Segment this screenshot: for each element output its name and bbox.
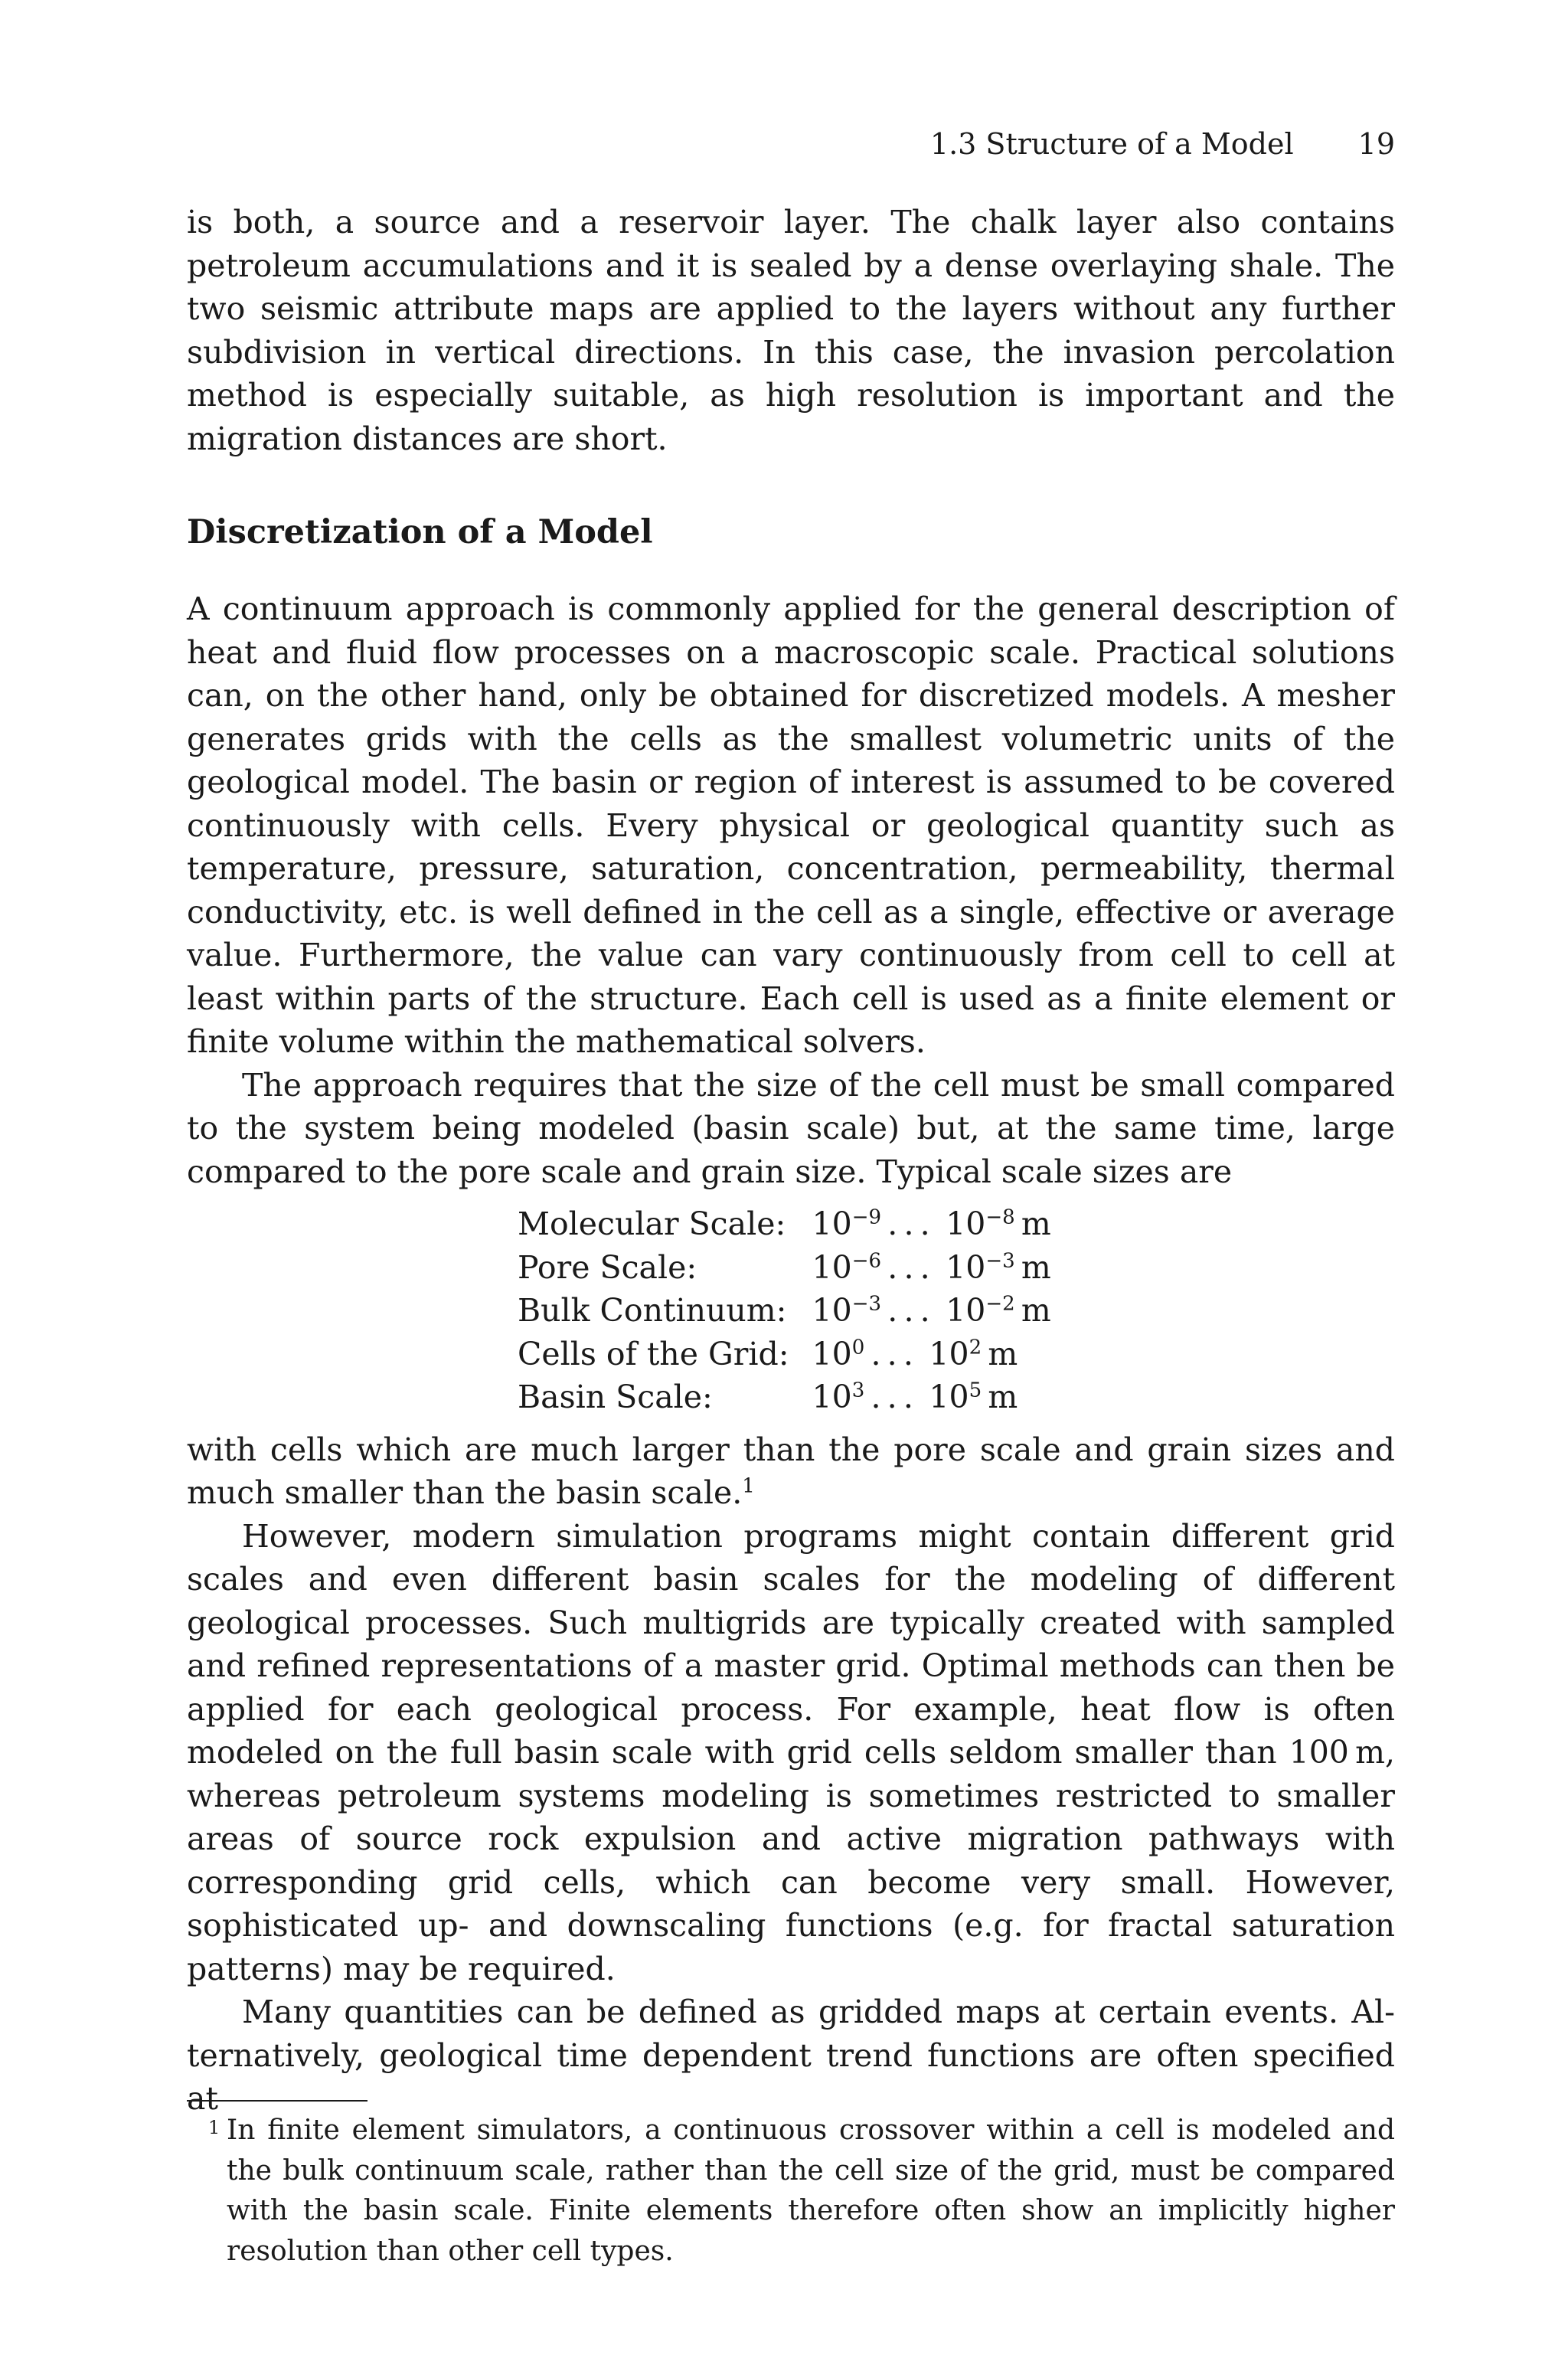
scale-range-separator: . . . bbox=[864, 1379, 913, 1415]
scale-max-base: 10 bbox=[929, 1335, 969, 1372]
scale-max-exponent: −2 bbox=[985, 1292, 1015, 1316]
scale-label: Basin Scale: bbox=[518, 1379, 713, 1415]
running-head-section: 1.3 Structure of a Model bbox=[929, 127, 1294, 161]
scale-max-exponent: −3 bbox=[985, 1248, 1015, 1272]
scale-row bbox=[518, 1289, 1051, 1333]
footnote-rule bbox=[187, 2100, 368, 2102]
scale-label-cell bbox=[518, 1333, 812, 1376]
scale-range-cell bbox=[812, 1333, 1051, 1376]
scale-range-separator: . . . bbox=[881, 1205, 930, 1242]
page-number: 19 bbox=[1357, 127, 1395, 161]
scale-min-base: 10 bbox=[812, 1248, 852, 1286]
scale-label-cell bbox=[518, 1289, 812, 1333]
paragraph-gridded-maps: Many quantities can be defined as gridded maps at certain events. Alternatively, geological time dependent trend functions are often specified at bbox=[187, 1994, 1395, 2117]
scale-label: Molecular Scale: bbox=[518, 1205, 786, 1242]
scale-min-exponent: −9 bbox=[851, 1205, 882, 1229]
footnote-reference: 1 bbox=[742, 1474, 755, 1498]
paragraph-cells-larger-text: with cells which are much larger than the pore scale and grain sizes and much smaller than the basin scale. bbox=[187, 1431, 1395, 1511]
scale-min-exponent: −3 bbox=[851, 1292, 882, 1316]
scale-range-cell bbox=[812, 1246, 1051, 1290]
scale-label-cell bbox=[518, 1375, 812, 1419]
scale-unit: m bbox=[988, 1335, 1018, 1372]
scale-max-base: 10 bbox=[946, 1292, 986, 1329]
scale-unit: m bbox=[1021, 1248, 1051, 1286]
scale-max-base: 10 bbox=[946, 1248, 986, 1286]
scale-range-cell bbox=[812, 1289, 1051, 1333]
scale-min-base: 10 bbox=[812, 1379, 852, 1415]
scale-label-cell bbox=[518, 1202, 812, 1246]
running-head bbox=[930, 123, 1395, 165]
body-text bbox=[187, 201, 1395, 2121]
scale-range-separator: . . . bbox=[864, 1335, 913, 1372]
scale-range-separator: . . . bbox=[881, 1248, 930, 1286]
paragraph-cells-larger bbox=[187, 1428, 1395, 1515]
paragraph-multigrids: However, modern simulation programs might contain different grid scales and even different basin scales for the modeling of different geological processes. Such multigrids are typically created with sampled and refined representations of a master grid. Optimal methods can then be applied for each geological process. For example, heat flow is often modeled on the full basin scale with grid cells seldom smaller than 100 m, whereas petroleum systems modeling is sometimes restricted to smaller areas of source rock expulsion and active migration pathways with corresponding grid cells, which can become very small. However, sophisticated up- and downscaling functions (e.g. for fractal saturation patterns) may be required. bbox=[187, 1517, 1395, 1987]
scale-label: Cells of the Grid: bbox=[518, 1335, 789, 1372]
scale-max-exponent: 5 bbox=[969, 1379, 982, 1402]
footnote bbox=[187, 2111, 1395, 2272]
scale-label: Pore Scale: bbox=[518, 1248, 697, 1286]
scale-min-exponent: 0 bbox=[851, 1335, 865, 1359]
scale-unit: m bbox=[988, 1379, 1018, 1415]
section-heading: Discretization of a Model bbox=[187, 513, 653, 551]
footnote-text: In finite element simulators, a continuous crossover within a cell is modeled and the bulk continuum scale, rather than the cell size of the grid, must be compared with the basin scale. Finite elements therefore often show an implicitly higher resolution than other cell types. bbox=[227, 2115, 1395, 2267]
footnote-mark: 1 bbox=[208, 2117, 220, 2138]
scale-min-exponent: 3 bbox=[851, 1379, 865, 1402]
paragraph-continuation: is both, a source and a reservoir layer. The chalk layer also contains petroleum accumulations and it is sealed by a dense overlaying shale. The two seismic attribute maps are applied to the layers without any further subdivision in vertical directions. In this case, the invasion percolation method is especially suitable, as high resolution is important and the migration distances are short. bbox=[187, 204, 1395, 457]
scale-row bbox=[518, 1246, 1051, 1290]
scale-max-exponent: −8 bbox=[985, 1205, 1015, 1229]
scale-min-exponent: −6 bbox=[851, 1248, 882, 1272]
scale-range-cell bbox=[812, 1375, 1051, 1419]
paragraph-continuum-approach: A continuum approach is commonly applied for the general description of heat and fluid flow processes on a macroscopic scale. Practical solutions can, on the other hand, only be obtained for discretized models. A mesher generates grids with the cells as the smallest volumetric units of the geological model. The basin or region of interest is assumed to be covered continuously with cells. Every physical or geological quantity such as temperature, pressure, saturation, concentration, permeability, thermal conductivity, etc. is well defined in the cell as a single, effective or average value. Furthermore, the value can vary continuously from cell to cell at least within parts of the structure. Each cell is used as a finite element or finite volume within the mathematical solvers. bbox=[187, 590, 1395, 1060]
paragraph-cell-size: The approach requires that the size of the cell must be small compared to the system being modeled (basin scale) but, at the same time, large compared to the pore scale and grain size. Typical scale sizes are bbox=[187, 1066, 1395, 1190]
scale-unit: m bbox=[1021, 1292, 1051, 1329]
scale-min-base: 10 bbox=[812, 1335, 852, 1372]
scale-range-separator: . . . bbox=[881, 1292, 930, 1329]
scale-unit: m bbox=[1021, 1205, 1051, 1242]
scale-max-base: 10 bbox=[946, 1205, 986, 1242]
scale-sizes-table bbox=[518, 1202, 1051, 1419]
scale-range-cell bbox=[812, 1202, 1051, 1246]
scale-max-base: 10 bbox=[929, 1379, 969, 1415]
scale-max-exponent: 2 bbox=[969, 1335, 982, 1359]
scale-label: Bulk Continuum: bbox=[518, 1292, 787, 1329]
scale-row bbox=[518, 1202, 1051, 1246]
scale-row bbox=[518, 1333, 1051, 1376]
scale-label-cell bbox=[518, 1246, 812, 1290]
scale-min-base: 10 bbox=[812, 1205, 852, 1242]
scale-min-base: 10 bbox=[812, 1292, 852, 1329]
scale-row bbox=[518, 1375, 1051, 1419]
